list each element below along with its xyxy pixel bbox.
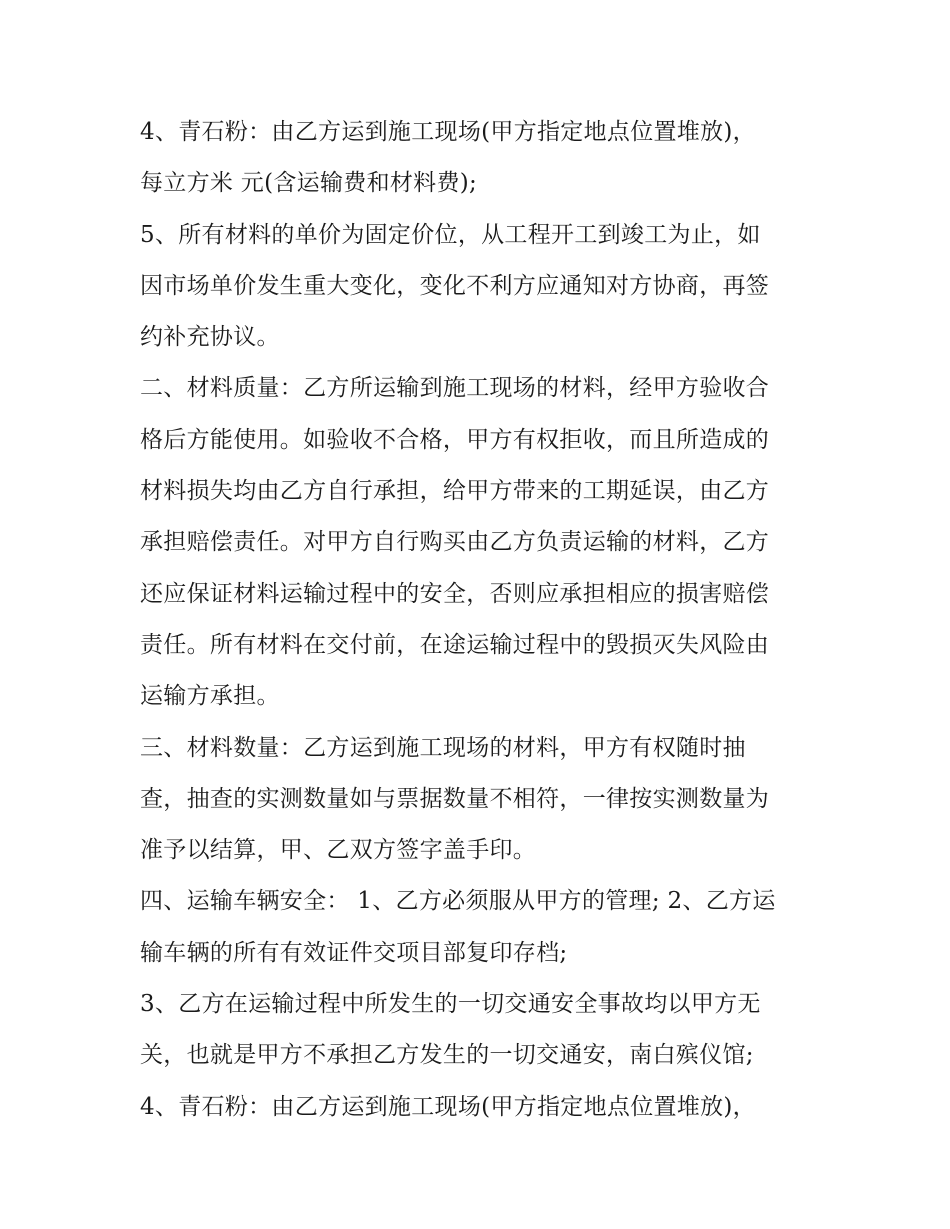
text-line: 关，也就是甲方不承担乙方发生的一切交通安，南白殡仪馆; bbox=[140, 1042, 754, 1069]
text-line: 还应保证材料运输过程中的安全，否则应承担相应的损害赔偿 bbox=[140, 580, 770, 607]
text-line: 因市场单价发生重大变化，变化不利方应通知对方协商，再签 bbox=[140, 272, 770, 299]
text-line: 三、材料数量：乙方运到施工现场的材料，甲方有权随时抽 bbox=[140, 734, 746, 761]
text-line: 二、材料质量：乙方所运输到施工现场的材料，经甲方验收合 bbox=[140, 375, 770, 402]
text-line: 材料损失均由乙方自行承担，给甲方带来的工期延误，由乙方 bbox=[140, 478, 770, 505]
text-line: 查，抽查的实测数量如与票据数量不相符，一律按实测数量为 bbox=[140, 785, 770, 812]
text-line: 承担赔偿责任。对甲方自行购买由乙方负责运输的材料，乙方 bbox=[140, 529, 770, 556]
text-line: 准予以结算，甲、乙双方签字盖手印。 bbox=[140, 837, 537, 864]
text-line: 4、青石粉：由乙方运到施工现场(甲方指定地点位置堆放)， bbox=[140, 119, 756, 145]
text-line: 格后方能使用。如验收不合格，甲方有权拒收，而且所造成的 bbox=[140, 426, 770, 453]
text-line: 每立方米 元(含运输费和材料费); bbox=[140, 170, 478, 197]
text-line: 3、乙方在运输过程中所发生的一切交通安全事故均以甲方无 bbox=[140, 991, 761, 1018]
text-line: 责任。所有材料在交付前，在途运输过程中的毁损灭失风险由 bbox=[140, 631, 770, 658]
text-line: 四、运输车辆安全： 1、乙方必须服从甲方的管理; 2、乙方运 bbox=[140, 888, 776, 915]
text-line: 运输方承担。 bbox=[140, 683, 280, 710]
document-body bbox=[140, 107, 820, 1133]
text-line: 4、青石粉：由乙方运到施工现场(甲方指定地点位置堆放)， bbox=[140, 1093, 756, 1120]
text-line: 输车辆的所有有效证件交项目部复印存档; bbox=[140, 939, 568, 966]
text-line: 约补充协议。 bbox=[140, 324, 280, 351]
text-line: 5、所有材料的单价为固定价位，从工程开工到竣工为止，如 bbox=[140, 221, 761, 248]
